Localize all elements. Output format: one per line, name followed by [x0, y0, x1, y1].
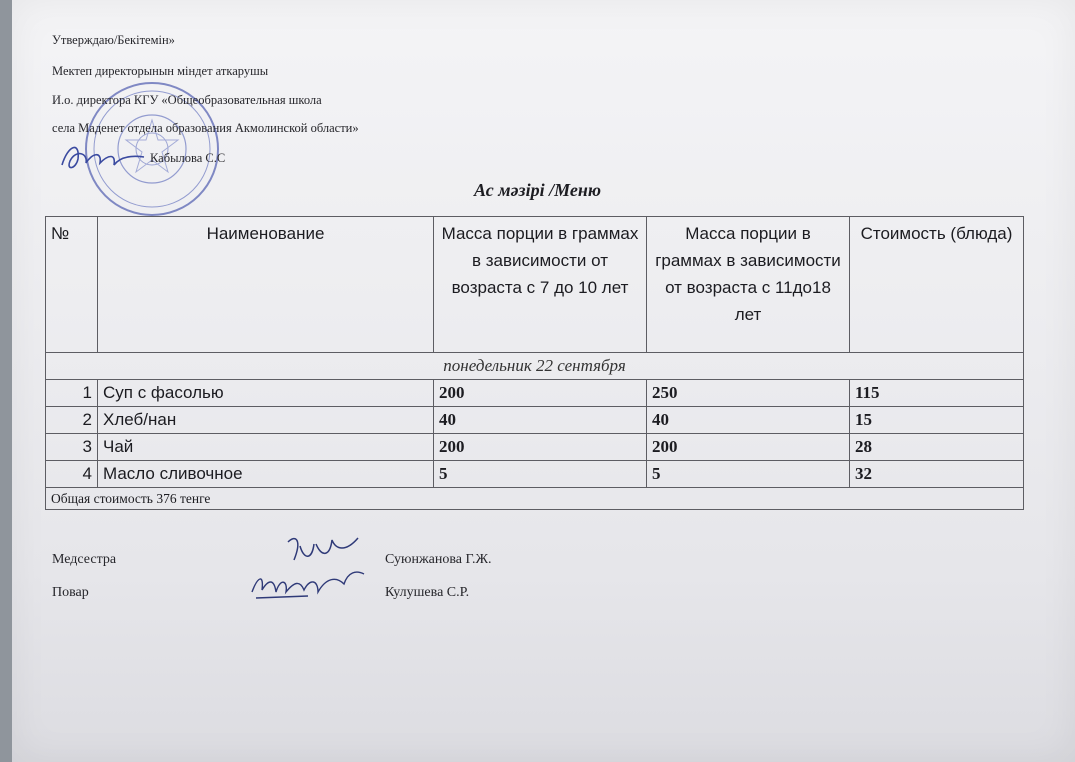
day-row: [46, 353, 1024, 380]
dish-name: Хлеб/нан: [98, 407, 434, 434]
mass-7-10: 5: [434, 461, 647, 488]
director-signature: [58, 135, 148, 180]
dish-cost: 115: [850, 380, 1024, 407]
dish-name: Суп с фасолью: [98, 380, 434, 407]
mass-11-18: 200: [647, 434, 850, 461]
table-row: [46, 380, 1024, 407]
row-number: 2: [46, 407, 98, 434]
mass-7-10: 200: [434, 434, 647, 461]
dish-cost: 28: [850, 434, 1024, 461]
mass-11-18: 250: [647, 380, 850, 407]
menu-table: [45, 216, 1024, 510]
mass-7-10: 40: [434, 407, 647, 434]
dish-cost: 32: [850, 461, 1024, 488]
total-row: [46, 488, 1024, 510]
row-number: 4: [46, 461, 98, 488]
table-row: [46, 407, 1024, 434]
nurse-role: Медсестра: [52, 552, 117, 567]
cook-role: Повар: [52, 585, 89, 600]
acting-director-ru: И.о. директора КГУ «Общеобразовательная школа: [52, 93, 322, 107]
mass-11-18: 5: [647, 461, 850, 488]
table-header-row: [46, 217, 1024, 353]
dish-name: Чай: [98, 434, 434, 461]
col-mass-11-18-header: Масса порции в граммах в зависимости от возраста с 11до18 лет: [647, 217, 850, 353]
nurse-name: Суюнжанова Г.Ж.: [385, 552, 492, 567]
total-cost: Общая стоимость 376 тенге: [46, 488, 1024, 510]
table-row: [46, 434, 1024, 461]
acting-director-kz: Мектеп директорынын міндет аткарушы: [52, 64, 269, 78]
cook-name: Кулушева С.Р.: [385, 585, 470, 600]
mass-11-18: 40: [647, 407, 850, 434]
table-row: [46, 461, 1024, 488]
cook-signature: [248, 562, 368, 604]
col-mass-7-10-header: Масса порции в граммах в зависимости от возраста с 7 до 10 лет: [434, 217, 647, 353]
col-number-header: №: [46, 217, 98, 353]
school-name: села Маденет отдела образования Акмолинской области»: [52, 121, 359, 135]
col-cost-header: Стоимость (блюда): [850, 217, 1024, 353]
mass-7-10: 200: [434, 380, 647, 407]
row-number: 1: [46, 380, 98, 407]
director-name: Кабылова С.С: [150, 151, 226, 165]
row-number: 3: [46, 434, 98, 461]
dish-name: Масло сливочное: [98, 461, 434, 488]
day-label: понедельник 22 сентября: [46, 353, 1024, 380]
page-title: Ас мәзірі /Меню: [474, 180, 601, 200]
col-name-header: Наименование: [98, 217, 434, 353]
dish-cost: 15: [850, 407, 1024, 434]
approval-line: Утверждаю/Бекітемін»: [52, 33, 175, 47]
